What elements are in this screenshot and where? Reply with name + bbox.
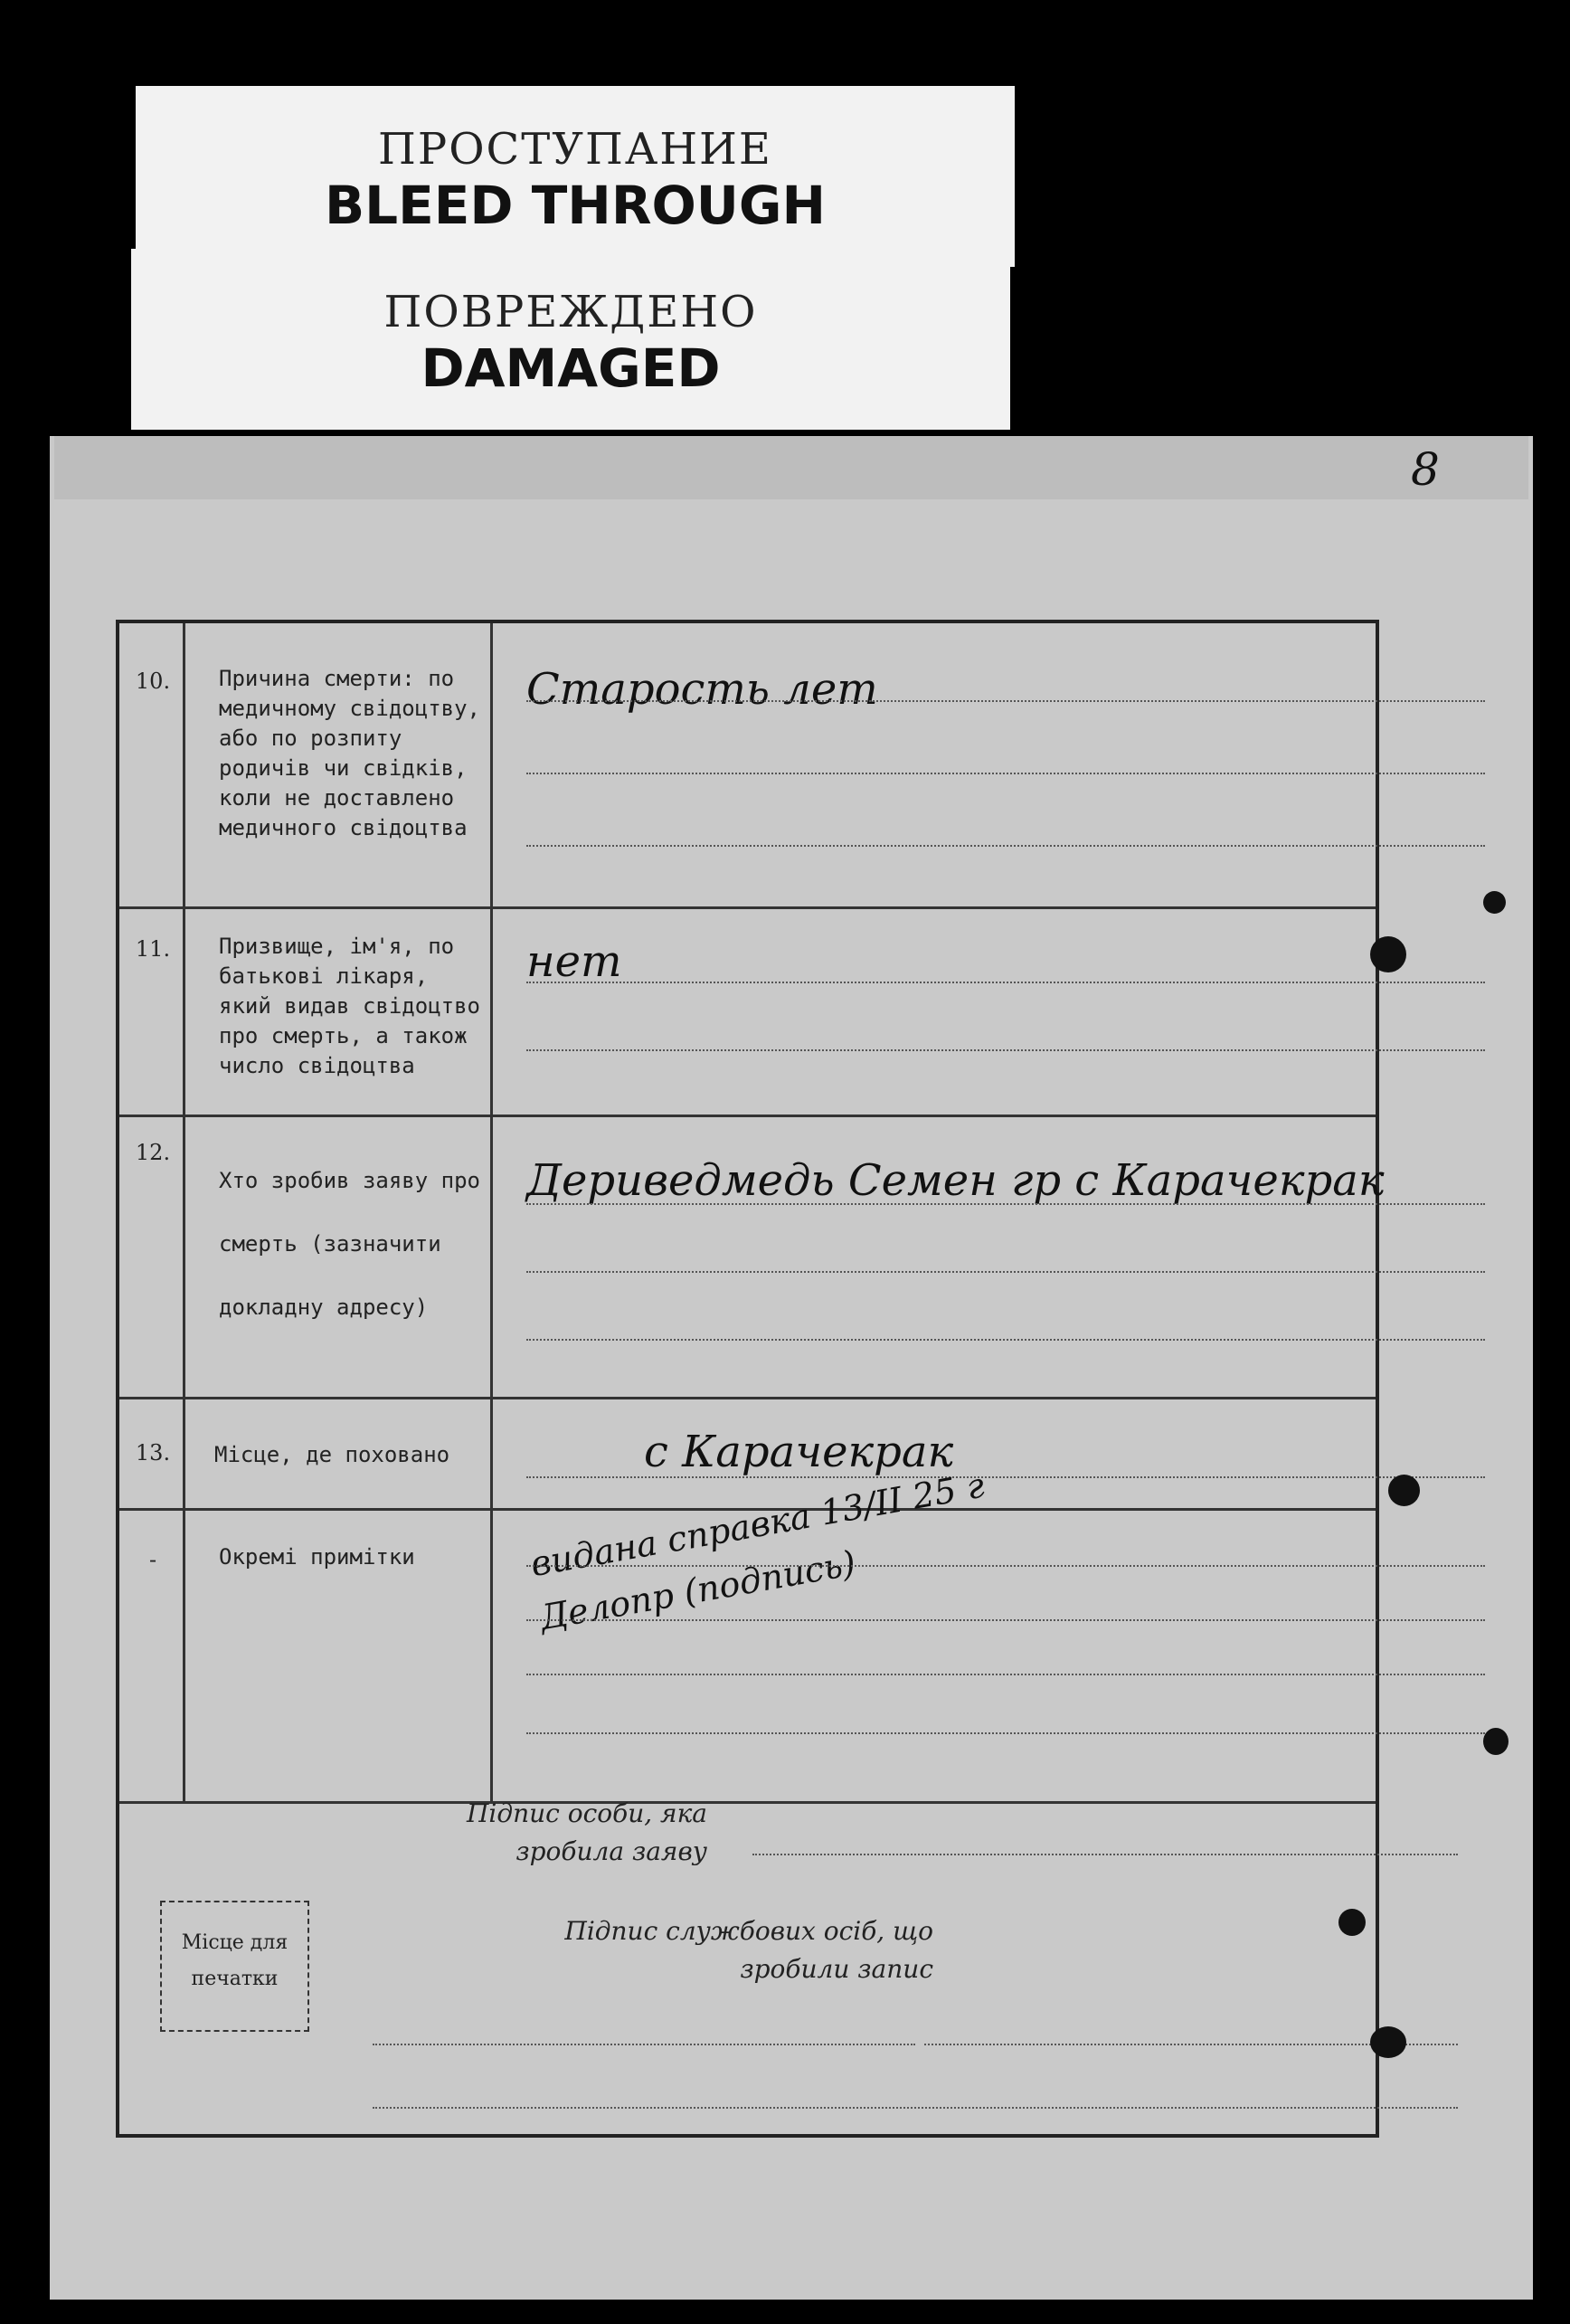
page-fold <box>54 436 1528 499</box>
applicant-signature-label: Підпис особи, яка зробила заяву <box>466 1798 707 1866</box>
row-question: Хто зробив заяву про смерть (зазначити докладну адресу) <box>219 1168 480 1320</box>
damage-hole <box>1483 891 1506 914</box>
row-notes <box>119 1465 1376 1804</box>
damage-hole <box>1370 2026 1406 2058</box>
row-question: Окремі примітки <box>219 1544 415 1570</box>
damage-hole <box>1483 1728 1509 1755</box>
death-record-form <box>116 620 1385 2138</box>
row-answer: видана справка 13/II 25 г Делопр (подпись) <box>527 1465 988 1638</box>
row-number: 10. <box>135 669 171 694</box>
row-question: Причина смерти: по медичному свідоцтву, або по розпиту родичів чи свідків, коли не доставлено медичного свідоцтва <box>219 666 480 840</box>
row-question: Місце, де поховано <box>214 1442 450 1467</box>
officials-signature-label: Підпис службових осіб, що зробили запис <box>564 1916 933 1984</box>
bleed-through-label <box>136 86 1015 267</box>
row-number: 11. <box>135 936 171 962</box>
row-number: - <box>148 1547 157 1572</box>
row-answer: нет <box>526 936 622 987</box>
row-doctor <box>119 909 1376 1117</box>
damage-hole <box>1338 1909 1366 1936</box>
bleed-through-en: BLEED THROUGH <box>324 175 827 236</box>
damaged-en: DAMAGED <box>421 337 721 399</box>
corner-mark: 8 <box>1411 443 1440 496</box>
row-number: 13. <box>135 1440 171 1466</box>
row-answer: Дериведмедь Семен гр с Карачекрак <box>526 1155 1385 1206</box>
row-burial-place <box>119 1399 1376 1511</box>
row-number: 12. <box>135 1140 171 1165</box>
damaged-label <box>131 249 1010 430</box>
bleed-through-ru: ПРОСТУПАНИЕ <box>378 124 772 175</box>
row-applicant <box>119 1117 1385 1399</box>
stamp-placeholder: Місце для печатки <box>160 1901 309 2032</box>
row-answer: Старость лет <box>526 664 878 715</box>
damage-hole <box>1370 936 1406 972</box>
row-cause-of-death <box>119 623 1376 909</box>
row-answer: с Карачекрак <box>644 1427 954 1477</box>
row-question: Призвище, ім'я, по батькові лікаря, який видав свідоцтво про смерть, а також число свідоцтва <box>219 934 480 1078</box>
damage-hole <box>1388 1475 1420 1506</box>
damaged-ru: ПОВРЕЖДЕНО <box>383 287 758 337</box>
